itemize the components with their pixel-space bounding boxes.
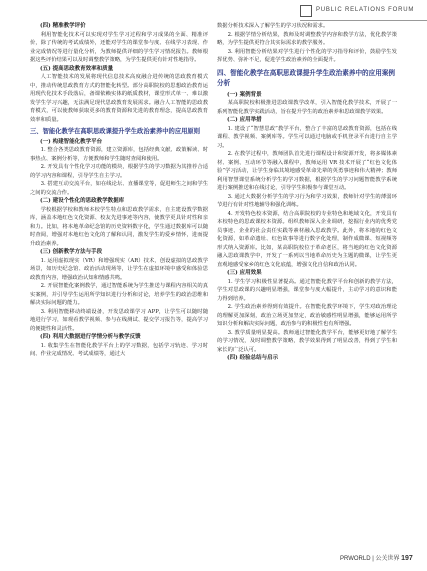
subheading: (五) 提高思政教育效率和质量 [40, 65, 114, 72]
running-header [300, 5, 427, 17]
journal-name: PUBLIC RELATIONS FORUM [316, 7, 415, 13]
right-column [217, 22, 397, 363]
left-column [30, 22, 208, 359]
subheading: (一) 案例背景 [227, 91, 262, 98]
paragraph: 数据分析技术深入了解学生的学习状况和需求。 [217, 23, 329, 29]
paragraph: 人工智能技术的发展将现代信息技术高度融合进传统的思政教育模式中，推动传统思政教育方式的智能化转型。部分高职院校的思想政治教育运用现代化技术手段落后，备课依赖实体的纸质教材，课堂形式单一、难以激发学生学习兴趣，无法满足现代思政教育发展需求。融合人工智能的思政教育模式，可以使教师获取更多的教育资源和先进的教育理念，提高思政教育效率和质量。 [30, 74, 208, 123]
paragraph: 2. 开展智能化案例教学，通过智能系统为学生推送与课程内容相关的真实案例，并引导学生运用所学知识进行分析和讨论，培养学生的政治思维和解决实际问题的能力。 [30, 283, 208, 306]
paragraph: 1. 运用虚拟现实（VR）和增强现实（AR）技术，创设虚拟的思政教学场景，如历史纪念馆、政治活动现场等，让学生在虚拟环境中感受和体验思政教育内容，增强政治认知和情感共鸣。 [30, 257, 208, 281]
subheading: (一) 构建智能化教学平台 [40, 138, 103, 145]
paragraph: 3. 教学质量明显提高。教师通过智能化教学平台，能够更好地了解学生的学习情况，及时调整教学策略，教学效果得到了明显改善，得到了学生和家长的广泛认可。 [217, 329, 397, 353]
paragraph: 学校根据学校和教师本校学生特点和思政教学需求，自主建设教学数据库，涵盖本地红色文化资源、校友先进事迹等内容，使教学更具针对性和亲和力。比如，将本地革命纪念馆的历史资料数字化，学生通过数据库可以随时查阅，增强对本地红色文化的了解和认同，激发学生的爱乡情怀，进而提升政治素养。 [30, 206, 208, 247]
paragraph: 2. 根据学情分析结果，教师及时调整教学内容和教学方法，优化教学策略，为学生提供更符合其实际需求的教学服务。 [217, 31, 397, 46]
subheading: (三) 应用效果 [227, 270, 262, 276]
paragraph: 4. 开发特色校本资源，结合高职院校的专业特色和地域文化，开发具有本校特色的思政课校本资源。组织教师深入企业调研，挖掘行业内的优秀党员事迹、企业的社会责任实践等素材融入思政教学。此外，将本地的红色文化资源，如革命遗址、红色故事等进行数字化处理，制作成微课、短视频等形式纳入资源库。比如，某高职院校位于革命老区，将当地的红色文化资源融入思政课教学中，开发了一系列以当地革命历史为主题的微课，让学生更直观地感受家乡的红色文化底蕴，增强文化自信和政治认同。 [217, 210, 397, 268]
paragraph: 某高职院校积极推进思政课教学改革，引入智能化教学技术，开展了一系列智能化教学实践活动，旨在提升学生的政治素养和思政课教学效果。 [217, 100, 397, 115]
paragraph: 利用智能化技术可以实现对学生学习过程和学习成果的全面、精准评价，除了传统的考试成绩外，还能对学生的课堂参与度、在线学习表现、作业完成情况等进行量化分析，为教师提供详细的学生学习情况报告。教师根据这些评价结果可以及时调整教学策略，为学生提供更有针对性地指导。 [30, 31, 208, 63]
paragraph: 1. 收集学生在智能化教学平台上的学习数据，包括学习轨迹、学习时间、作业完成情况、考试成绩等，通过大 [30, 342, 208, 357]
paragraph: 3. 通过大数据分析学生的学习行为和学习效果，教师针对学生的薄弱环节进行有针对性地辅导和强化训练。 [217, 193, 397, 208]
subheading: (四) 经验总结与启示 [227, 355, 279, 361]
paragraph: 1. 学生学习积极性显著提高。通过智能化教学平台和创新的教学方法，学生对思政课的兴趣明显增强，课堂参与度大幅提升，主动学习的意识和能力得到培养。 [217, 278, 397, 302]
paragraph: 3. 搭建互动交流平台，如在线论坛、直播课堂等，促进师生之间和学生之间的交流合作。 [30, 181, 208, 196]
header-rule [300, 20, 427, 21]
paragraph: 1. 建设了“智慧思政”教学平台，整合了丰富的思政教育资源，包括在线课程、教学视频、案例库等。学生可以通过电脑或手机登录平台进行自主学习。 [217, 125, 397, 149]
paragraph: 2. 学生政治素养得到有效提升。在智能化教学环境下，学生对政治理论的理解更加深刻，政治立场更加坚定，政治敏感性明显增强，能够运用所学知识分析和解决实际问题，政治参与的积极性也有所增强。 [217, 304, 397, 327]
subheading: (二) 建设个性化的思政教学数据库 [40, 198, 125, 204]
page-number: 197 [401, 555, 413, 562]
page-footer [340, 553, 413, 562]
footer-source: PRWORLD | 公关世界 [340, 556, 400, 562]
paragraph: 1. 整合各类思政教育资源，建立资源库，包括经典文献、政策解读、时事热点、案例分析等，方便教师和学生随时查阅和使用。 [30, 147, 208, 162]
section-heading: 四、智能化教学在高职思政课提升学生政治素养中的应用案例分析 [217, 69, 396, 87]
paragraph: 3. 利用智能分析结果对学生进行个性化的学习指导和评价，鼓励学生发挥优势、弥补不足，促进学生政治素养的全面提升。 [217, 48, 397, 63]
paragraph: 2. 在教学过程中，教师团队首先进行课程设计和资源开发，将多媒体素材、案例、互动环节等融入课程中，教师运用 VR 技术开展了“红色文化体验”学习活动，让学生身临其境地感受革命先辈的英勇事迹和伟大精神；教师利用智慧课堂系统分析学生的学习数据，根据学生的学习问题智能教学系统进行案例推送和在线讨论，引导学生积极参与课堂互动。 [217, 151, 397, 191]
paragraph: 3. 利用智能移动终端设备，开发思政课学习 APP，让学生可以随时随地进行学习，如观看教学视频、参与在线测试、提交学习报告等，提高学习的便捷性和灵活性。 [30, 308, 208, 332]
paragraph: 2. 开发具有个性化学习功能的模块，根据学生的学习数据为其推荐合适的学习内容和课程，引导学生自主学习。 [30, 164, 208, 179]
header-box-icon [300, 5, 312, 17]
subheading: (四) 利用大数据进行学情分析与教学反馈 [40, 334, 141, 340]
subheading: (二) 应用举措 [227, 117, 262, 123]
subheading: (三) 创新教学方法与手段 [40, 249, 103, 255]
subheading: (四) 精准教学评价 [40, 23, 86, 29]
section-heading: 三、智能化教学在高职思政课提升学生政治素养中的应用原则 [30, 128, 201, 135]
